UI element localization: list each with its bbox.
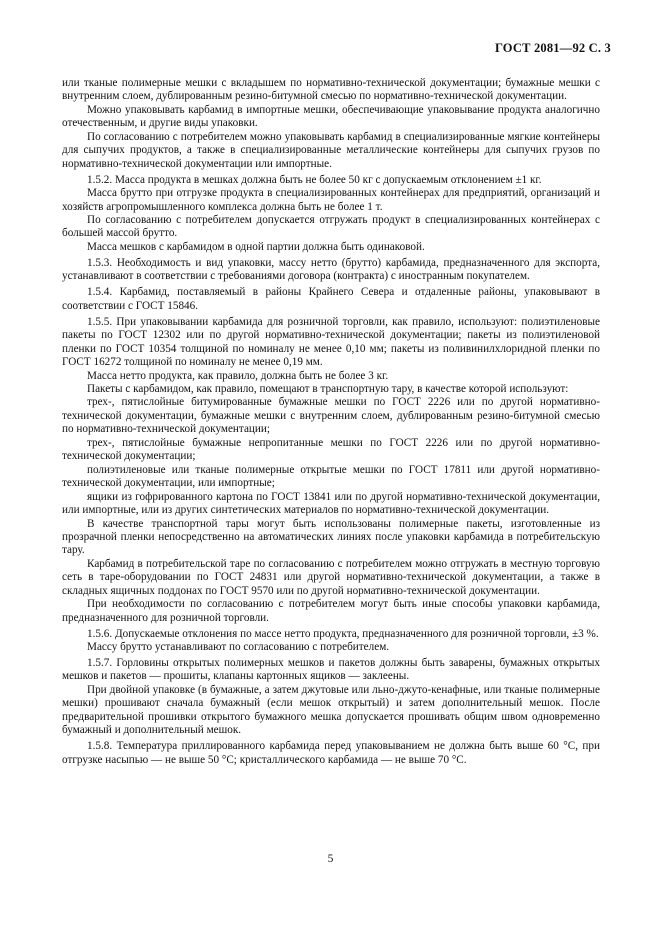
paragraph: или тканые полимерные мешки с вкладышем по нормативно-технической документации; бумажные мешки с внутренним слоем, дублированным резино-битумной смесью по нормативно-технической документации.	[62, 77, 600, 103]
page-number: 5	[327, 853, 334, 865]
clause-1-5-4: 1.5.4. Карбамид, поставляемый в районы Крайнего Севера и отдаленные районы, упаковывают в соответствии с ГОСТ 15846.	[62, 286, 600, 312]
paragraph: Массу брутто устанавливают по согласованию с потребителем.	[87, 641, 390, 654]
paragraph: Пакеты с карбамидом, как правило, помещают в транспортную тару, в качестве которой используют:	[87, 382, 569, 395]
paragraph: Масса нетто продукта, как правило, должна быть не более 3 кг.	[87, 369, 389, 382]
paragraph: При необходимости по согласованию с потребителем могут быть иные способы упаковки карбамида, предназначенного для розничной торговли.	[62, 598, 600, 624]
list-item: трех-, пятислойные битумированные бумажные мешки по ГОСТ 2226 или по другой нормативно-технической документации, бумажные мешки с внутренним слоем, дублированным резино-битумной смесью по нормативно-технической документации;	[62, 396, 600, 436]
paragraph: Масса брутто при отгрузке продукта в специализированных контейнерах для предприятий, организаций и хозяйств агропромышленного комплекса должна быть не более 1 т.	[62, 187, 600, 213]
clause-1-5-5: 1.5.5. При упаковывании карбамида для розничной торговли, как правило, используют: полиэтиленовые пакеты по ГОСТ 12302 или по другой нормативно-технической документации; пакеты из полиэтиленовой пленки по ГОСТ 10354 толщиной по номиналу не менее 0,10 мм; пакеты из поливинилхлоридной пленки по ГОСТ 16272 толщиной по номиналу не менее 0,19 мм.	[62, 315, 600, 369]
paragraph: При двойной упаковке (в бумажные, а затем джутовые или льно-джуто-кенафные, или тканые полимерные мешки) прошивают сначала бумажный (если мешок открытый) и затем дополнительный мешок. После предварительной прошивки открытого бумажного мешка допускается прошивать общим швом одновременно бумажный и дополнительный мешок.	[62, 683, 600, 737]
paragraph: По согласованию с потребителем можно упаковывать карбамид в специализированные мягкие контейнеры для сыпучих продуктов, а также в специализированные металлические контейнеры для сыпучих грузов по нормативно-технической документации или импортные.	[62, 130, 600, 170]
clause-1-5-6: 1.5.6. Допускаемые отклонения по массе нетто продукта, предназначенного для розничной торговли, ±3 %.	[87, 627, 599, 640]
paragraph: Масса мешков с карбамидом в одной партии должна быть одинаковой.	[87, 240, 425, 253]
clause-1-5-7: 1.5.7. Горловины открытых полимерных мешков и пакетов должны быть заварены, бумажных открытых мешков и пакетов — прошиты, клапаны картонных ящиков — заклеены.	[62, 657, 600, 683]
list-item: полиэтиленовые или тканые полимерные открытые мешки по ГОСТ 17811 или другой нормативно-технической документации, или импортные;	[62, 463, 600, 490]
clause-1-5-2: 1.5.2. Масса продукта в мешках должна быть не более 50 кг с допускаемым отклонением ±1 кг.	[87, 173, 542, 186]
paragraph: Можно упаковывать карбамид в импортные мешки, обеспечивающие упаковывание продукта аналогично отечественным, и другие виды упаковки.	[62, 103, 600, 130]
list-item: ящики из гофрированного картона по ГОСТ 13841 или по другой нормативно-технической документации, или импортные, или из других синтетических материалов по нормативно-технической документации.	[62, 490, 600, 517]
list-item: трех-, пятислойные бумажные непропитанные мешки по ГОСТ 2226 или по другой нормативно-технической документации;	[62, 436, 600, 463]
clause-1-5-3: 1.5.3. Необходимость и вид упаковки, массу нетто (брутто) карбамида, предназначенного для экспорта, устанавливают в соответствии с требованиями договора (контракта) с иностранным покупателем.	[62, 256, 600, 283]
paragraph: По согласованию с потребителем допускается отгружать продукт в специализированных контейнерах с большей массой брутто.	[62, 214, 600, 240]
body-text	[62, 77, 600, 767]
page-header: ГОСТ 2081—92 С. 3	[494, 41, 611, 55]
clause-1-5-8: 1.5.8. Температура приллированного карбамида перед упаковыванием не должна быть выше 60 °С, при отгрузке насыпью — не выше 50 °С; кристаллического карбамида — не выше 70 °С.	[62, 740, 600, 766]
paragraph: Карбамид в потребительской таре по согласованию с потребителем можно отгружать в местную торговую сеть в таре-оборудовании по ГОСТ 24831 или другой нормативно-технической документации, а также в складных ящичных поддонах по ГОСТ 9570 или по другой нормативно-технической документации.	[62, 557, 600, 597]
paragraph: В качестве транспортной тары могут быть использованы полимерные пакеты, изготовленные из прозрачной пленки непосредственно на автоматических линиях после упаковки карбамида в потребительскую тару.	[62, 517, 600, 557]
